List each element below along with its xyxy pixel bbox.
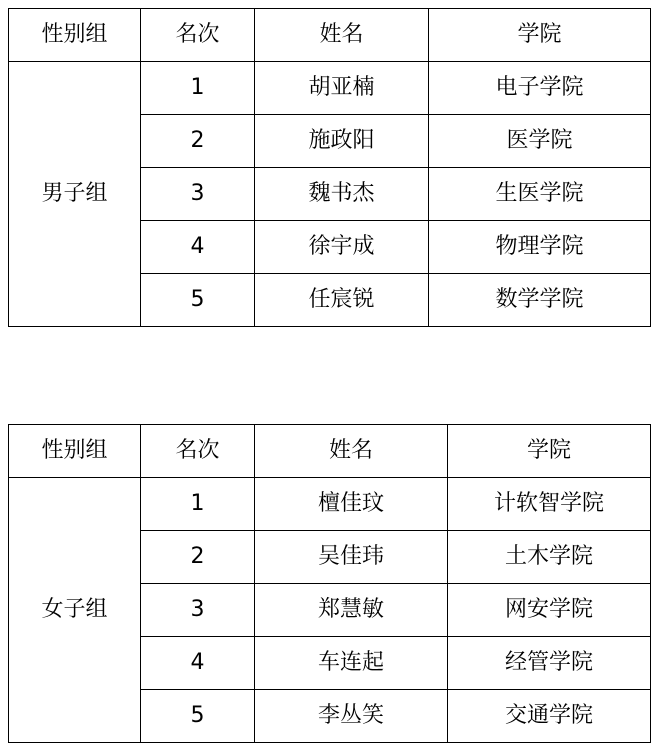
college-cell: 生医学院: [429, 168, 651, 221]
college-cell: 交通学院: [448, 690, 651, 743]
name-cell: 郑慧敏: [255, 584, 448, 637]
college-cell: 土木学院: [448, 531, 651, 584]
college-cell: 数学学院: [429, 274, 651, 327]
rank-cell: 5: [141, 690, 255, 743]
name-cell: 徐宇成: [255, 221, 429, 274]
college-cell: 网安学院: [448, 584, 651, 637]
college-cell: 物理学院: [429, 221, 651, 274]
name-cell: 李丛笑: [255, 690, 448, 743]
table-row: [9, 478, 651, 531]
college-cell: 计软智学院: [448, 478, 651, 531]
rank-cell: 2: [141, 115, 255, 168]
name-cell: 吴佳玮: [255, 531, 448, 584]
table-row: [9, 62, 651, 115]
rank-cell: 4: [141, 221, 255, 274]
male-results-table: [8, 8, 651, 327]
name-cell: 檀佳玟: [255, 478, 448, 531]
header-rank: 名次: [141, 425, 255, 478]
rank-cell: 3: [141, 168, 255, 221]
rank-cell: 2: [141, 531, 255, 584]
name-cell: 任宸锐: [255, 274, 429, 327]
group-label: 女子组: [9, 478, 141, 743]
header-college: 学院: [448, 425, 651, 478]
name-cell: 魏书杰: [255, 168, 429, 221]
college-cell: 医学院: [429, 115, 651, 168]
rank-cell: 5: [141, 274, 255, 327]
header-name: 姓名: [255, 425, 448, 478]
header-row: [9, 425, 651, 478]
female-results-table: [8, 424, 651, 743]
rank-cell: 1: [141, 478, 255, 531]
header-row: [9, 9, 651, 62]
name-cell: 胡亚楠: [255, 62, 429, 115]
college-cell: 电子学院: [429, 62, 651, 115]
header-gender-group: 性别组: [9, 9, 141, 62]
rank-cell: 1: [141, 62, 255, 115]
header-college: 学院: [429, 9, 651, 62]
name-cell: 车连起: [255, 637, 448, 690]
rank-cell: 3: [141, 584, 255, 637]
header-rank: 名次: [141, 9, 255, 62]
college-cell: 经管学院: [448, 637, 651, 690]
header-name: 姓名: [255, 9, 429, 62]
header-gender-group: 性别组: [9, 425, 141, 478]
rank-cell: 4: [141, 637, 255, 690]
name-cell: 施政阳: [255, 115, 429, 168]
group-label: 男子组: [9, 62, 141, 327]
